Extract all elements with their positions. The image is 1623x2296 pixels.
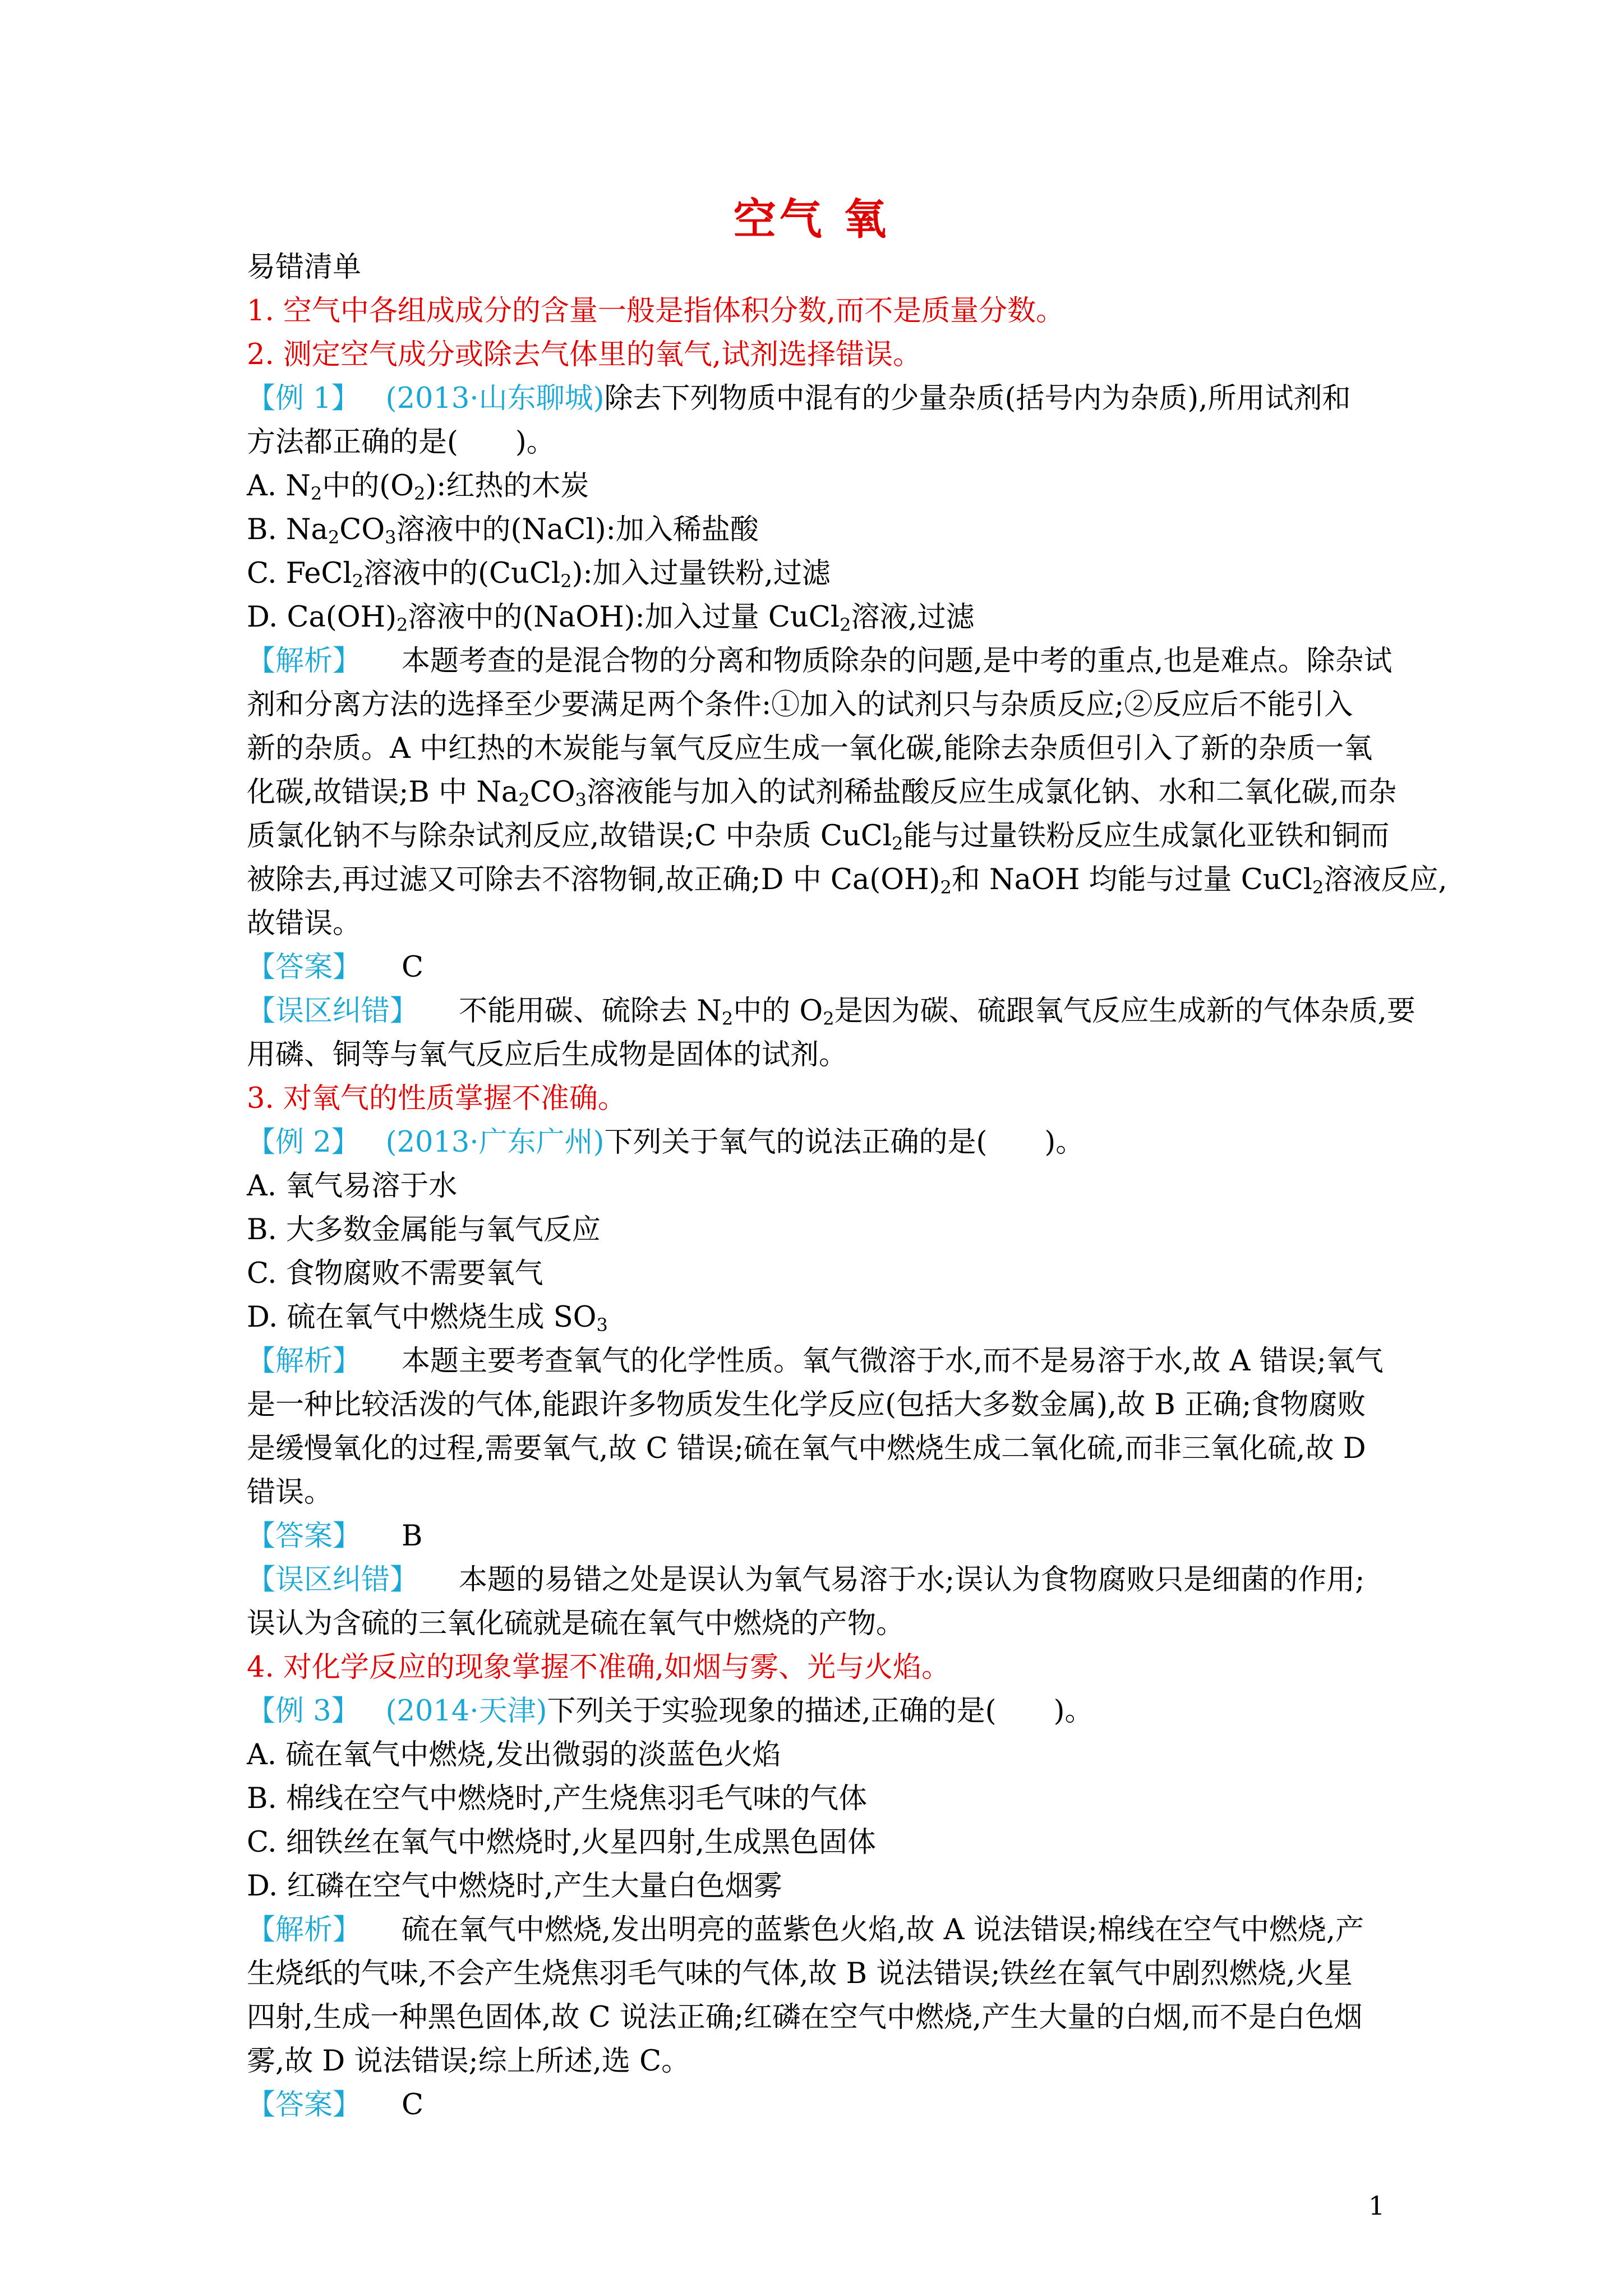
analysis-line: 生烧纸的气味,不会产生烧焦羽毛气味的气体,故 B 说法错误;铁丝在氧气中剧烈燃烧,火星 (247, 1957, 1353, 1990)
error-point-3: 3. 对氧气的性质掌握不准确。 (247, 1082, 626, 1115)
analysis-line: 是一种比较活泼的气体,能跟许多物质发生化学反应(包括大多数金属),故 B 正确;食物腐败 (247, 1388, 1366, 1421)
error-point-2: 2. 测定空气成分或除去气体里的氧气,试剂选择错误。 (247, 338, 922, 371)
mistake-correction-cont: 用磷、铜等与氧气反应后生成物是固体的试剂。 (247, 1038, 848, 1071)
answer-tag: 【答案】 (247, 2088, 362, 2122)
example-1-stem-cont: 方法都正确的是( )。 (247, 426, 555, 459)
example-tag: 【例 3】 (247, 1695, 360, 1728)
answer-value: C (402, 951, 424, 984)
analysis-line: 新的杂质。A 中红热的木炭能与氧气反应生成一氧化碳,能除去杂质但引入了新的杂质一氧 (247, 732, 1373, 765)
option-d: D. 红磷在空气中燃烧时,产生大量白色烟雾 (247, 1870, 782, 1903)
analysis-line: 化碳,故错误;B 中 $Na_2CO_3$溶液能与加入的试剂稀盐酸反应生成氯化钠、水和二氧化碳,而杂 (247, 776, 1397, 811)
option-b: B. 棉线在空气中燃烧时,产生烧焦羽毛气味的气体 (247, 1782, 868, 1815)
option-a: A. 硫在氧气中燃烧,发出微弱的淡蓝色火焰 (247, 1738, 781, 1772)
example-source: (2014·天津) (385, 1695, 547, 1728)
example-source: (2013·山东聊城) (385, 382, 605, 415)
answer-line (247, 946, 1408, 990)
option-b: B. $Na_2CO_3$溶液中的(NaCl):加入稀盐酸 (247, 513, 759, 548)
example-3-stem: 【例 3】 (2014·天津)下列关于实验现象的描述,正确的是( )。 (247, 1695, 1094, 1728)
answer-value: C (402, 2088, 424, 2122)
section-label: 易错清单 (247, 251, 362, 284)
answer-line (247, 1515, 1408, 1558)
mistake-correction: 【误区纠错】 本题的易错之处是误认为氧气易溶于水;误认为食物腐败只是细菌的作用; (247, 1563, 1365, 1596)
option-d: D. 硫在氧气中燃烧生成 $SO_3$ (247, 1301, 608, 1336)
analysis-line: 是缓慢氧化的过程,需要氧气,故 C 错误;硫在氧气中燃烧生成二氧化硫,而非三氧化硫,故 D (247, 1432, 1366, 1465)
answer-value: B (402, 1520, 423, 1553)
analysis-line: 被除去,再过滤又可除去不溶物铜,故正确;D 中 $Ca(OH)_2$和 NaOH 均能与过量 CuCl$_2$溶液反应, (247, 863, 1447, 898)
correction-tag: 【误区纠错】 (247, 1563, 419, 1596)
option-a: A. 氧气易溶于水 (247, 1170, 458, 1203)
mistake-correction-cont: 误认为含硫的三氧化硫就是硫在氧气中燃烧的产物。 (247, 1607, 905, 1640)
option-a: A. $N_2$中的$(O_2)$:红热的木炭 (247, 470, 589, 504)
option-b: B. 大多数金属能与氧气反应 (247, 1213, 601, 1246)
page-title: 空气 氧 (733, 194, 890, 244)
analysis-paragraph: 【解析】 本题考查的是混合物的分离和物质除杂的问题,是中考的重点,也是难点。除杂试 (247, 645, 1393, 678)
analysis-paragraph: 【解析】 本题主要考查氧气的化学性质。氧气微溶于水,而不是易溶于水,故 A 错误;氧气 (247, 1345, 1384, 1378)
mistake-correction: 【误区纠错】 不能用碳、硫除去 $N_2$中的 $O_2$是因为碳、硫跟氧气反应生成新的气体杂质,要 (247, 995, 1415, 1029)
answer-line (247, 2083, 1408, 2127)
page-number: 1 (1368, 2191, 1385, 2221)
example-source: (2013·广东广州) (385, 1126, 605, 1159)
option-c: C. 细铁丝在氧气中燃烧时,火星四射,生成黑色固体 (247, 1826, 877, 1859)
analysis-tag: 【解析】 (247, 1913, 362, 1947)
correction-tag: 【误区纠错】 (247, 995, 419, 1028)
analysis-line: 四射,生成一种黑色固体,故 C 说法正确;红磷在空气中燃烧,产生大量的白烟,而不是白色烟 (247, 2001, 1363, 2034)
analysis-line: 错误。 (247, 1476, 333, 1509)
answer-tag: 【答案】 (247, 1520, 362, 1553)
analysis-line: 剂和分离方法的选择至少要满足两个条件:①加入的试剂只与杂质反应;②反应后不能引入 (247, 688, 1353, 721)
analysis-tag: 【解析】 (247, 645, 362, 678)
example-tag: 【例 1】 (247, 382, 360, 415)
analysis-paragraph: 【解析】 硫在氧气中燃烧,发出明亮的蓝紫色火焰,故 A 说法错误;棉线在空气中燃烧,产 (247, 1913, 1364, 1947)
document-body (247, 246, 1447, 2127)
analysis-line: 雾,故 D 说法错误;综上所述,选 C。 (247, 2045, 690, 2078)
example-1-stem: 【例 1】 (2013·山东聊城)除去下列物质中混有的少量杂质(括号内为杂质),所用试剂和 (247, 382, 1351, 415)
option-c: C. FeCl$_2$溶液中的(CuCl$_2$):加入过量铁粉,过滤 (247, 557, 831, 592)
option-c: C. 食物腐败不需要氧气 (247, 1257, 543, 1290)
analysis-line: 故错误。 (247, 907, 362, 940)
analysis-line: 质氯化钠不与除杂试剂反应,故错误;C 中杂质 CuCl$_2$能与过量铁粉反应生成氯化亚铁和铜而 (247, 820, 1390, 854)
analysis-tag: 【解析】 (247, 1345, 362, 1378)
error-point-1: 1. 空气中各组成成分的含量一般是指体积分数,而不是质量分数。 (247, 295, 1065, 328)
example-2-stem: 【例 2】 (2013·广东广州)下列关于氧气的说法正确的是( )。 (247, 1126, 1085, 1159)
example-tag: 【例 2】 (247, 1126, 360, 1159)
error-point-4: 4. 对化学反应的现象掌握不准确,如烟与雾、光与火焰。 (247, 1651, 951, 1684)
option-d: D. $Ca(OH)_2$溶液中的(NaOH):加入过量 CuCl$_2$溶液,过滤 (247, 601, 975, 636)
answer-tag: 【答案】 (247, 951, 362, 984)
